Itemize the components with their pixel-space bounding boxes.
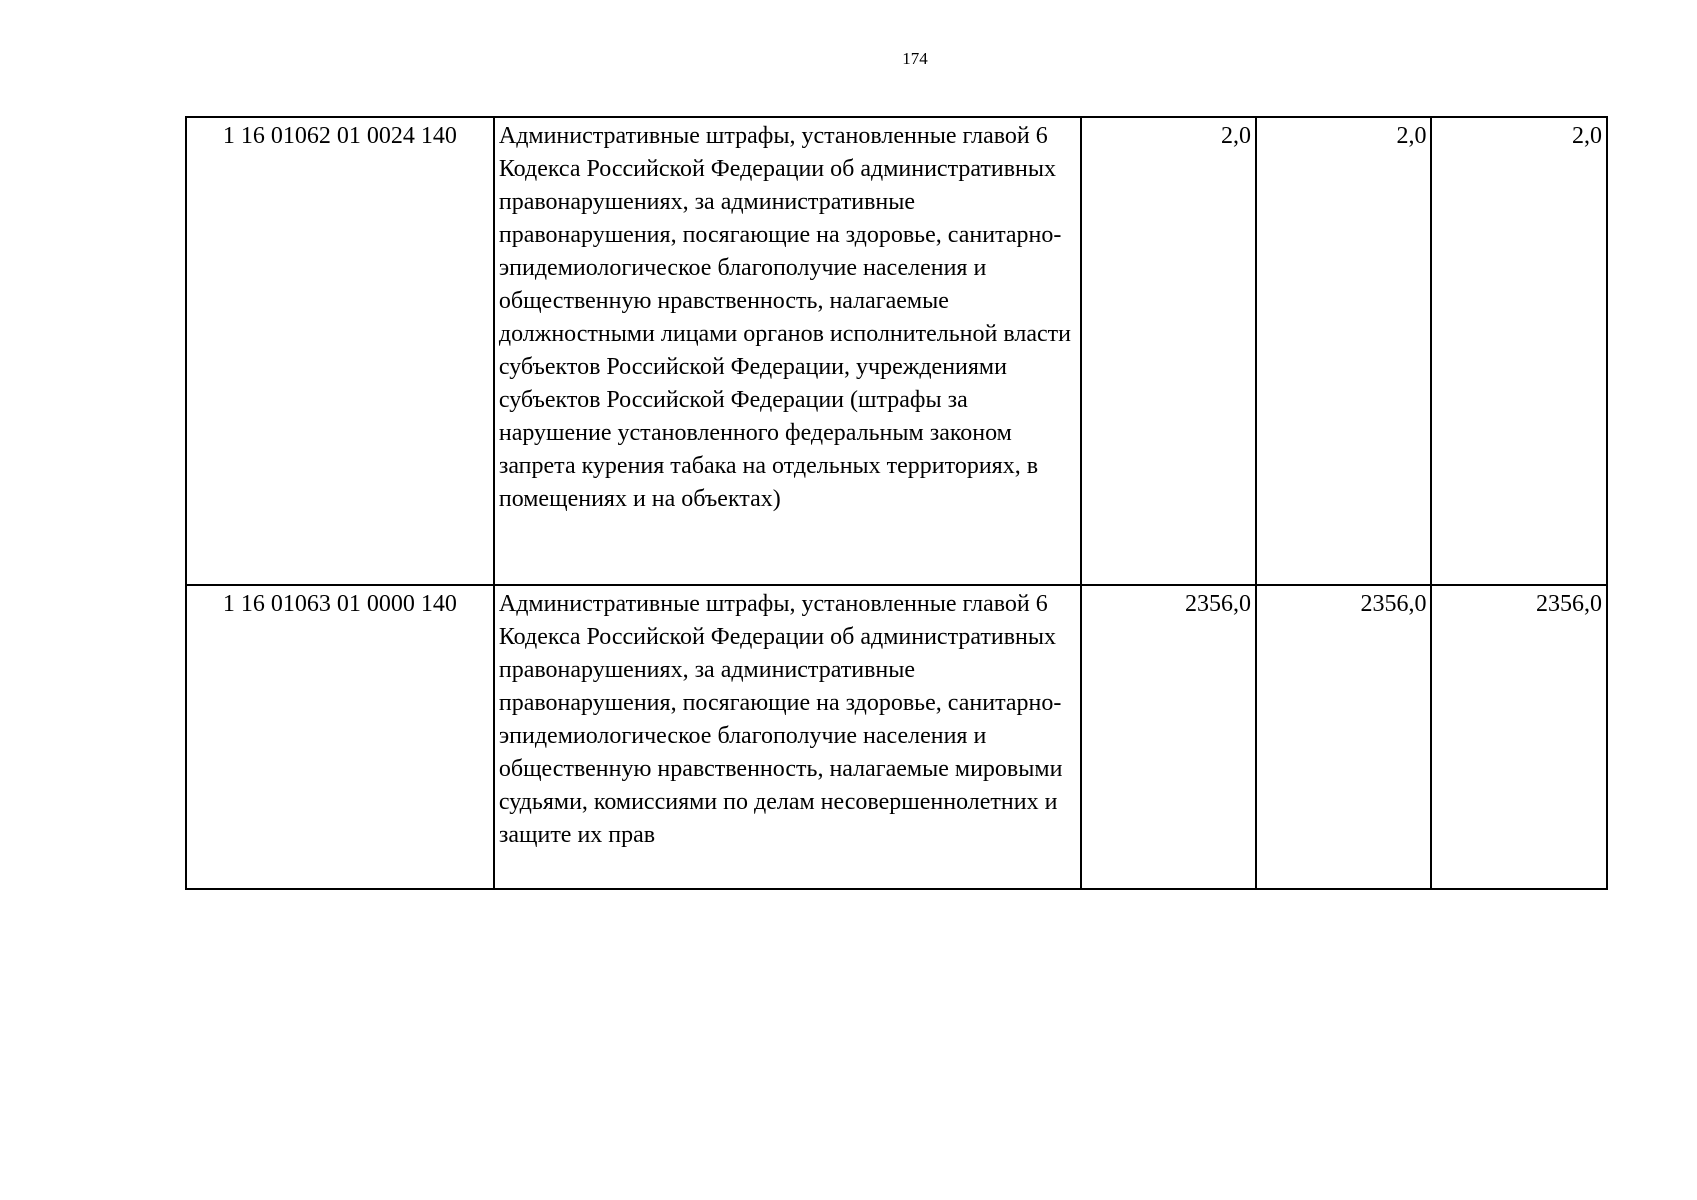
budget-revenue-table: [185, 116, 1608, 890]
amount-year-2-cell: 2,0: [1256, 117, 1431, 585]
table-row: [186, 585, 1607, 889]
revenue-description-cell: Административные штрафы, установленные главой 6 Кодекса Российской Федерации об административных правонарушениях, за административные правонарушения, посягающие на здоровье, санитарно-эпидемиологическое благополучие населения и общественную нравственность, налагаемые должностными лицами органов исполнительной власти субъектов Российской Федерации, учреждениями субъектов Российской Федерации (штрафы за нарушение установленного федеральным законом запрета курения табака на отдельных территориях, в помещениях и на объектах): [494, 117, 1081, 585]
revenue-code-cell: 1 16 01062 01 0024 140: [186, 117, 494, 585]
amount-year-1-cell: 2356,0: [1081, 585, 1256, 889]
page-number: 174: [902, 49, 928, 68]
revenue-code-cell: 1 16 01063 01 0000 140: [186, 585, 494, 889]
amount-year-3-cell: 2,0: [1431, 117, 1607, 585]
table-row: [186, 117, 1607, 585]
revenue-description-cell: Административные штрафы, установленные главой 6 Кодекса Российской Федерации об административных правонарушениях, за административные правонарушения, посягающие на здоровье, санитарно-эпидемиологическое благополучие населения и общественную нравственность, налагаемые мировыми судьями, комиссиями по делам несовершеннолетних и защите их прав: [494, 585, 1081, 889]
amount-year-3-cell: 2356,0: [1431, 585, 1607, 889]
amount-year-2-cell: 2356,0: [1256, 585, 1431, 889]
amount-year-1-cell: 2,0: [1081, 117, 1256, 585]
